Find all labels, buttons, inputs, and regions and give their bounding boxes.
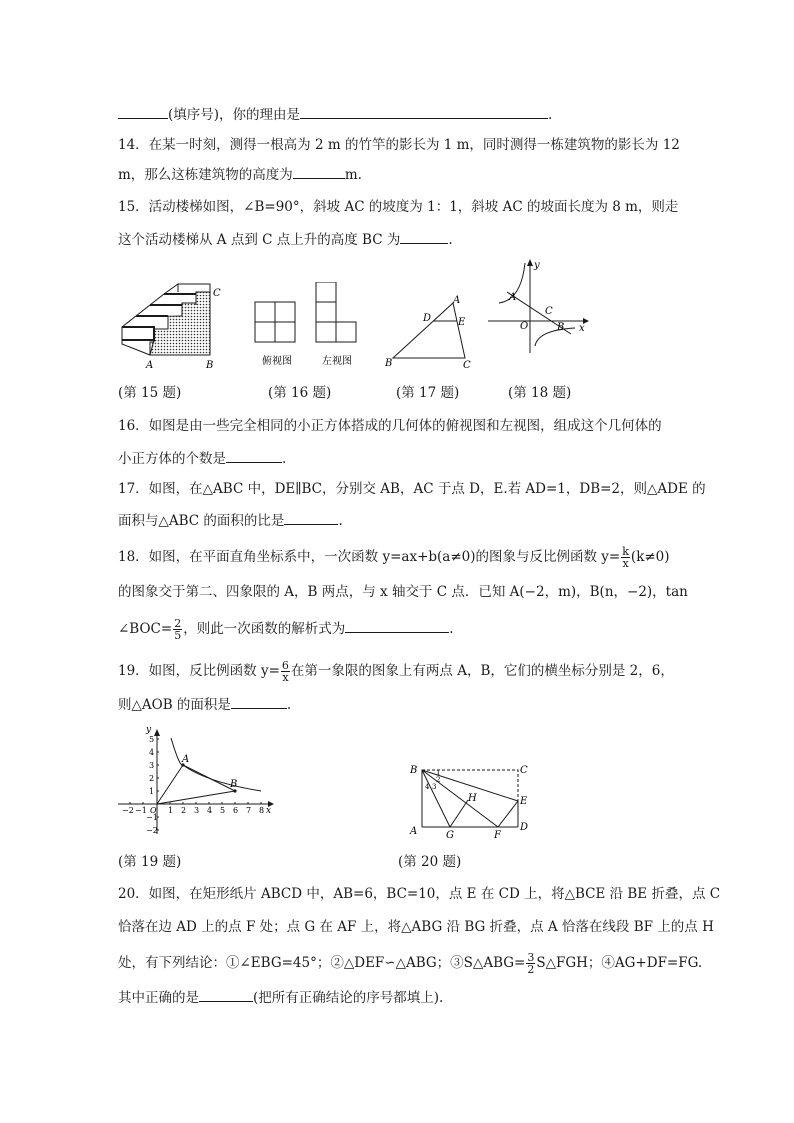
origin-label: O — [150, 806, 157, 815]
label-A: A — [146, 360, 154, 371]
x-tick-minus-1: −1 — [135, 806, 147, 815]
figure-17-triangle — [385, 292, 480, 372]
answer-blank — [400, 229, 448, 244]
top-view-label: 俯视图 — [262, 356, 292, 367]
axis-y-label: y — [534, 260, 540, 271]
fraction-3-over-2: $\frac{3}{2}$ — [527, 951, 535, 976]
label-A: A — [410, 826, 418, 837]
label-F: F — [494, 830, 501, 838]
caption-fig19: (第 19 题) — [118, 854, 182, 870]
answer-blank — [293, 164, 345, 179]
q18-line-3: ∠BOC= $\frac{2}{5}$ ，则此一次函数的解析式为 . — [118, 617, 454, 642]
label-A: A — [509, 292, 517, 303]
figure-15-staircase — [118, 282, 230, 372]
axis-y-label: y — [146, 725, 152, 735]
point-B-label: B — [230, 779, 238, 790]
y-tick-minus-1: −1 — [146, 813, 158, 822]
answer-blank — [118, 104, 168, 119]
label-E: E — [458, 317, 466, 328]
x-tick-6: 6 — [233, 806, 239, 815]
answer-blank — [284, 510, 338, 525]
x-tick-minus-2: −2 — [122, 806, 134, 815]
figure-18-graph — [485, 258, 590, 358]
label-C: C — [213, 288, 221, 299]
q19-line-1: 19．如图，反比例函数 y= $\frac{6}{x}$ 在第一象限的图象上有两点 A，B，它们的横坐标分别是 2，6， — [118, 659, 674, 684]
y-tick-2: 2 — [149, 774, 155, 783]
q15-line-1: 15．活动楼梯如图，∠B=90°，斜坡 AC 的坡度为 1：1，斜坡 AC 的坡面长度为 8 m，则走 — [118, 199, 679, 215]
q20-line-4: 其中正确的是 (把所有正确结论的序号都填上). — [118, 987, 443, 1008]
left-view-label: 左视图 — [322, 356, 352, 367]
label-B: B — [385, 358, 393, 369]
caption-fig17: (第 17 题) — [396, 385, 460, 401]
angle-3-label: 3 — [432, 783, 437, 791]
answer-blank — [226, 448, 282, 463]
y-tick-3: 3 — [149, 761, 155, 770]
label-H: H — [468, 793, 477, 804]
answer-blank — [345, 618, 449, 633]
q18-line-1: 18．如图，在平面直角坐标系中，一次函数 y=ax+b(a≠0)的图象与反比例函数 y= $\frac{k}{x}$ (k≠0) — [118, 545, 670, 570]
x-tick-3: 3 — [194, 806, 200, 815]
q16-line-2: 小正方体的个数是 . — [118, 448, 286, 469]
label-B: B — [410, 765, 418, 776]
fraction-6-over-x: $\frac{6}{x}$ — [281, 659, 289, 684]
label-C: C — [520, 765, 528, 776]
q20-line-3: 处，有下列结论：①∠EBG=45°；②△DEF∽△ABG；③S△ABG= $\frac{3}{2}$ S△FGH；④AG+DF=FG. — [118, 951, 703, 976]
answer-blank — [300, 104, 548, 119]
figure-16-views — [250, 282, 370, 372]
point-A-label: A — [182, 754, 190, 765]
q17-line-2: 面积与△ABC 的面积的比是 . — [118, 510, 343, 531]
x-tick-8: 8 — [259, 806, 265, 815]
x-tick-7: 7 — [246, 806, 252, 815]
fraction-k-over-x: $\frac{k}{x}$ — [622, 545, 629, 570]
label-E: E — [520, 796, 528, 807]
q19-line-2: 则△AOB 的面积是 . — [118, 694, 291, 715]
label-D: D — [520, 822, 529, 833]
label-B: B — [206, 360, 214, 371]
x-tick-1: 1 — [168, 806, 174, 815]
axis-x-label: x — [579, 323, 585, 334]
figure-19-graph — [116, 724, 276, 840]
q17-line-1: 17．如图，在△ABC 中，DE∥BC，分别交 AB，AC 于点 D，E.若 AD=1，DB=2，则△ADE 的 — [118, 481, 706, 497]
angle-2-label: 2 — [436, 776, 441, 784]
y-tick-1: 1 — [149, 787, 155, 796]
x-tick-4: 4 — [207, 806, 213, 815]
label-O: O — [520, 321, 529, 332]
y-tick-4: 4 — [149, 748, 155, 757]
y-tick-5: 5 — [149, 735, 155, 744]
label-G: G — [446, 830, 454, 838]
label-A: A — [453, 295, 461, 306]
q16-line-1: 16．如图是由一些完全相同的小正方体搭成的几何体的俯视图和左视图，组成这个几何体的 — [118, 418, 662, 434]
label-C: C — [545, 306, 553, 317]
answer-blank — [231, 694, 287, 709]
x-tick-2: 2 — [181, 806, 187, 815]
q20-line-2: 恰落在边 AD 上的点 F 处；点 G 在 AF 上，将△ABG 沿 BG 折叠，点 A 恰落在线段 BF 上的点 H — [118, 919, 714, 935]
axis-x-label: x — [266, 806, 272, 816]
q13-tail-line: (填序号)，你的理由是 . — [118, 104, 552, 125]
caption-fig16: (第 16 题) — [268, 385, 332, 401]
y-tick-minus-2: −2 — [146, 826, 158, 835]
q14-line-2: m，那么这栋建筑物的高度为 m. — [118, 164, 362, 185]
q15-line-2: 这个活动楼梯从 A 点到 C 点上升的高度 BC 为 . — [118, 229, 453, 250]
caption-fig15: (第 15 题) — [118, 385, 182, 401]
label-C: C — [463, 360, 471, 371]
figure-20-rectangle — [406, 760, 536, 838]
caption-fig20: (第 20 题) — [398, 854, 462, 870]
angle-4-label: 4 — [425, 783, 430, 791]
x-tick-5: 5 — [220, 806, 226, 815]
q20-line-1: 20．如图，在矩形纸片 ABCD 中，AB=6，BC=10，点 E 在 CD 上，将△BCE 沿 BE 折叠，点 C — [118, 886, 721, 902]
caption-fig18: (第 18 题) — [508, 385, 572, 401]
q18-line-2: 的图象交于第二、四象限的 A，B 两点，与 x 轴交于 C 点．已知 A(−2，m)，B(n，−2)，tan — [118, 584, 688, 600]
label-B: B — [557, 322, 565, 333]
label-D: D — [423, 313, 432, 324]
q14-line-1: 14．在某一时刻，测得一根高为 2 m 的竹竿的影长为 1 m，同时测得一栋建筑物的影长为 12 — [118, 137, 680, 153]
answer-blank — [199, 987, 253, 1002]
fraction-2-over-5: $\frac{2}{5}$ — [174, 617, 182, 642]
angle-1-label: 1 — [436, 769, 441, 777]
